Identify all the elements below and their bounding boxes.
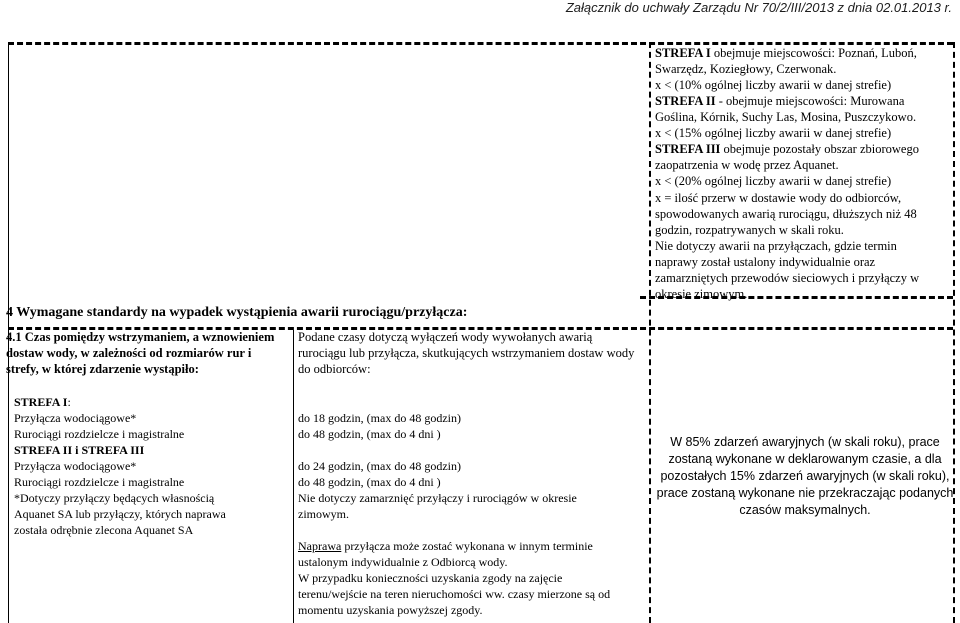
exclusion-line2: zimowym. [298,507,349,521]
item-description-line2: rurociągu lub przyłącza, skutkujących wstrzymaniem dostaw wody [298,346,635,360]
zone1-colon: : [67,395,71,409]
item-question-line2: dostaw wody, w zależności od rozmiarów rur i [6,346,252,360]
zone3-threshold: x < (20% ogólnej liczby awarii w danej strefie) [655,174,892,188]
footnote-line: Aquanet SA lub przyłączy, których naprawa [14,507,226,521]
note-line4: okresie zimowym. [655,287,748,301]
time-value: do 24 godzin, (max do 48 godzin) [298,459,461,473]
repair-note-line1 [298,538,593,554]
exclusion-line1: Nie dotyczy zamarznięć przyłączy i rurociągów w okresie [298,491,577,505]
zone3-desc: obejmuje pozostały obszar zbiorowego [723,142,919,156]
zone1-line1 [655,46,917,62]
performance-commitment: W 85% zdarzeń awaryjnych (w skali roku), prace zostaną wykonane w deklarowanym czasie, a dla pozostałych 15% zdarzeń awaryjnych (w skali roku), prace zostaną wykonane nie przekraczając podanych czasów maksymalnych. [656,435,954,517]
footnote-line: została odrębnie zlecona Aquanet SA [14,523,194,537]
zone3-line2: zaopatrzenia w wodę przez Aquanet. [655,158,839,172]
time-value: do 48 godzin, (max do 4 dni ) [298,475,441,489]
zone2-desc: - obejmuje miejscowości: Murowana [718,94,905,108]
attachment-note: Załącznik do uchwały Zarządu Nr 70/2/III/2013 z dnia 02.01.2013 r. [565,0,952,15]
category-item: Przyłącza wodociągowe* [14,459,137,473]
x-definition-line3: godzin, rozpatrywanych w skali roku. [655,223,844,237]
column-divider-1 [293,330,294,623]
zone1-label: STREFA I [14,395,68,409]
repair-underlined: Naprawa [298,539,342,553]
zone2-line2: Goślina, Kórnik, Suchy Las, Mosina, Puszczykowo. [655,110,917,124]
column-divider-2 [649,42,651,623]
zone2-threshold: x < (15% ogólnej liczby awarii w danej strefie) [655,126,892,140]
note-line1: Nie dotyczy awarii na przyłączach, gdzie termin [655,239,897,253]
zone2-title: STREFA II [655,94,716,108]
category-item: Rurociągi rozdzielcze i magistralne [14,475,185,489]
note-line3: zamarzniętych przewodów sieciowych i przyłączy w [655,271,920,285]
note-line2: naprawy został ustalony indywidualnie oraz [655,255,876,269]
zone1-threshold: x < (10% ogólnej liczby awarii w danej strefie) [655,78,892,92]
time-value: do 48 godzin, (max do 4 dni ) [298,427,441,441]
consent-note-line3: momentu uzyskania powyższej zgody. [298,603,483,617]
time-value: do 18 godzin, (max do 48 godzin) [298,411,461,425]
repair-note-rest: przyłącza może zostać wykonana w innym terminie [341,539,593,553]
item-question-line1: 4.1 Czas pomiędzy wstrzymaniem, a wznowieniem [6,330,275,344]
zone1-desc: obejmuje miejscowości: Poznań, Luboń, [713,46,917,60]
item-description-line3: do odbiorców: [298,362,371,376]
consent-note-line2: terenu/wejście na teren nieruchomości ww. czasy mierzone są od [298,587,611,601]
category-item: Przyłącza wodociągowe* [14,411,137,425]
category-item: Rurociągi rozdzielcze i magistralne [14,427,185,441]
x-definition-line2: spowodowanych awarią rurociągu, dłuższych niż 48 [655,207,917,221]
x-definition-line1: x = ilość przerw w dostawie wody do odbiorców, [655,191,902,205]
zone2-line1 [655,94,904,110]
consent-note-line1: W przypadku konieczności uzyskania zgody na zajęcie [298,571,563,585]
zone3-title: STREFA III [655,142,721,156]
zone1-title: STREFA I [655,46,711,60]
table-top-border [8,42,953,45]
zone3-line1 [655,142,919,158]
footnote-line: *Dotyczy przyłączy będących własnością [14,491,215,505]
right-table-border [953,42,955,623]
zone1-line2: Swarzędz, Koziegłowy, Czerwonak. [655,62,837,76]
item-description-line1: Podane czasy dotyczą wyłączeń wody wywołanych awarią [298,330,593,344]
section-heading: 4 Wymagane standardy na wypadek wystąpienia awarii rurociągu/przyłącza: [6,305,468,320]
category-zone23-title: STREFA II i STREFA III [14,443,145,457]
repair-note-line2: ustalonym indywidualnie z Odbiorcą wody. [298,555,508,569]
item-question-line3: strefy, w której zdarzenie wystąpiło: [6,362,199,376]
category-zone1-title [14,394,71,410]
